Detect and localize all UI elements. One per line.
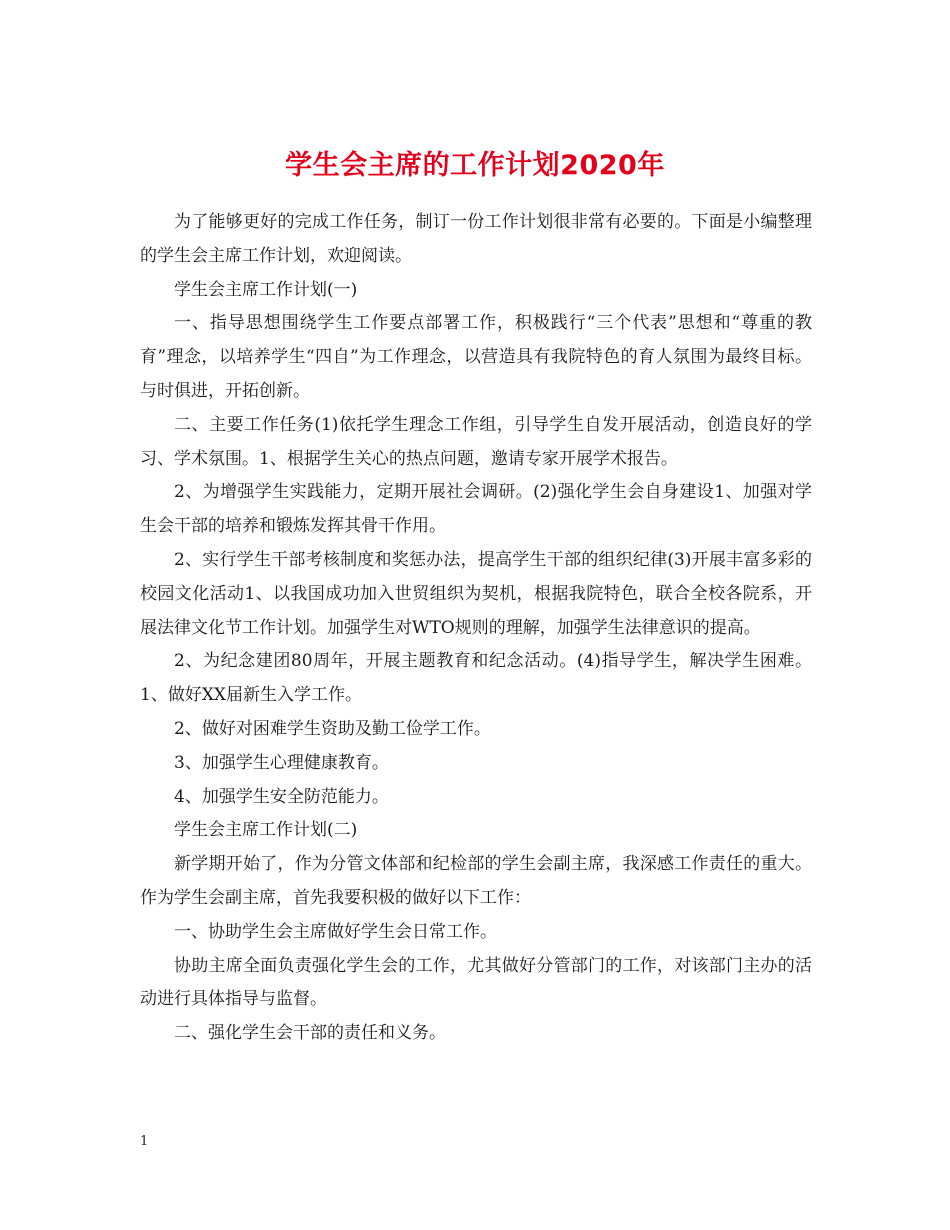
paragraph-student-aid: 2、做好对困难学生资助及勤工俭学工作。 [174,718,491,739]
document-title: 学生会主席的工作计划2020年 [285,150,665,182]
paragraph-new-semester: 新学期开始了，作为分管文体部和纪检部的学生会副主席，我深感工作责任的重大。作为学生会副主席，首先我要积极的做好以下工作： [140,854,812,908]
section-heading-plan-two: 学生会主席工作计划(二) [174,820,358,841]
paragraph-department-supervision: 协助主席全面负责强化学生会的工作，尤其做好分管部门的工作，对该部门主办的活动进行具体指导与监督。 [140,955,812,1010]
paragraph-main-tasks: 二、主要工作任务(1)依托学生理念工作组，引导学生自发开展活动，创造良好的学习、学术氛围。1、根据学生关心的热点问题，邀请专家开展学术报告。 [140,414,812,469]
paragraph-cadre-assessment: 2、实行学生干部考核制度和奖惩办法，提高学生干部的组织纪律(3)开展丰富多彩的校园文化活动1、以我国成功加入世贸组织为契机，根据我院特色，联合全校各院系，开展法律文化节工作计划。加强学生对WTO规则的理解，加强学生法律意识的提高。 [140,549,812,638]
paragraph-guiding-ideology: 一、指导思想围绕学生工作要点部署工作，积极践行“三个代表”思想和“尊重的教育”理念，以培养学生“四自”为工作理念，以营造具有我院特色的育人氛围为最终目标。与时俱进，开拓创新。 [140,313,812,401]
page-number: 1 [140,1134,149,1149]
paragraph-intro: 为了能够更好的完成工作任务，制订一份工作计划很非常有必要的。下面是小编整理的学生会主席工作计划，欢迎阅读。 [140,212,812,266]
paragraph-safety: 4、加强学生安全防范能力。 [174,786,389,807]
paragraph-assist-chairman: 一、协助学生会主席做好学生会日常工作。 [174,921,497,942]
paragraph-anniversary: 2、为纪念建团80周年，开展主题教育和纪念活动。(4)指导学生，解决学生困难。1、做好XX届新生入学工作。 [140,651,812,706]
section-heading-plan-one: 学生会主席工作计划(一) [174,279,358,300]
paragraph-practice-ability: 2、为增强学生实践能力，定期开展社会调研。(2)强化学生会自身建设1、加强对学生会干部的培养和锻炼发挥其骨干作用。 [140,482,812,537]
paragraph-mental-health: 3、加强学生心理健康教育。 [174,752,389,773]
paragraph-cadre-responsibility: 二、强化学生会干部的责任和义务。 [174,1023,446,1044]
document-body [140,206,812,1051]
